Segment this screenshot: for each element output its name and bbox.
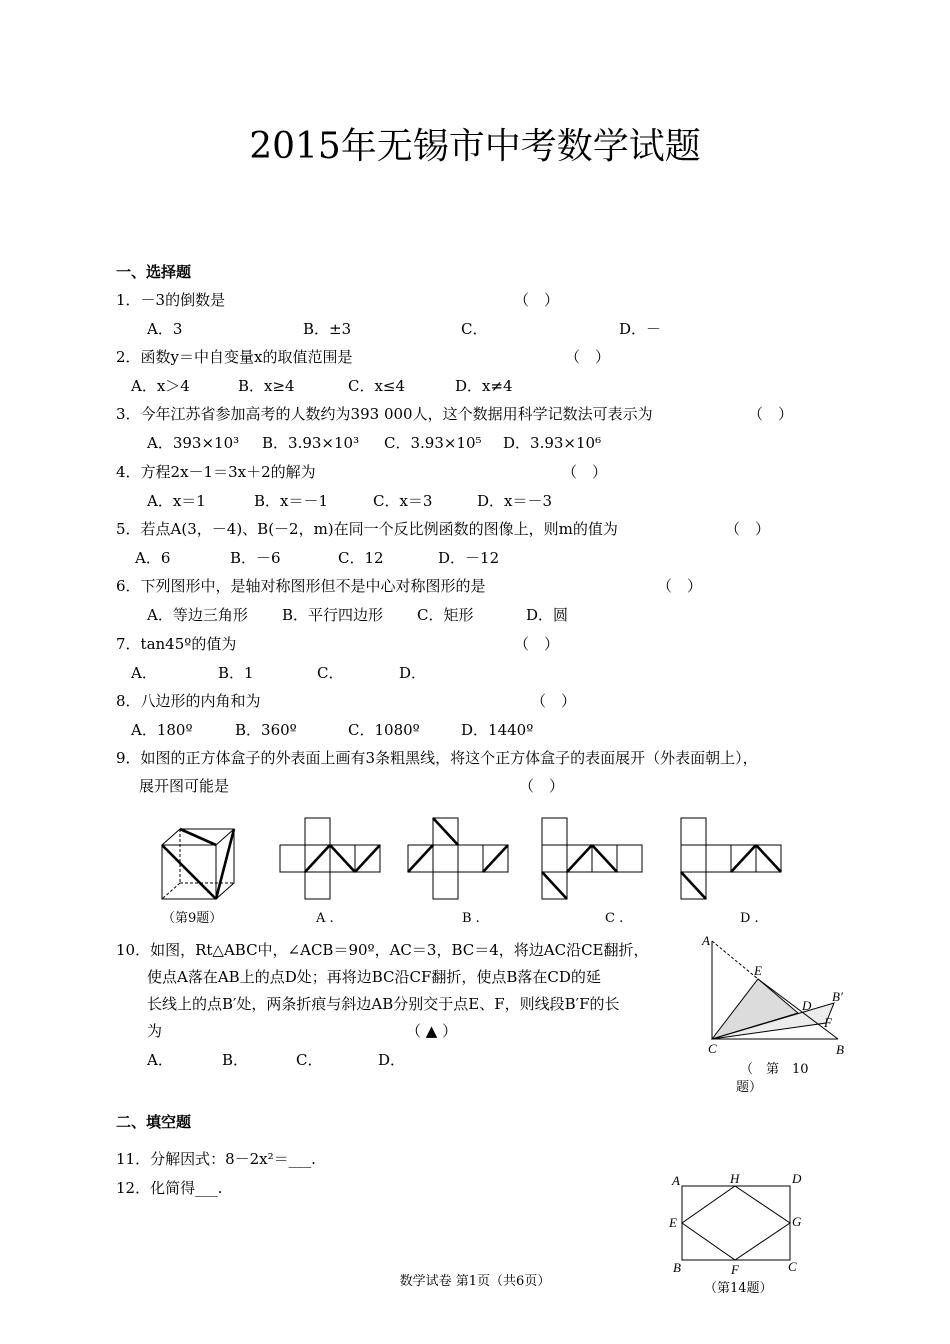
q8-option-a: A．180º bbox=[131, 721, 193, 739]
q9-paren: （ ） bbox=[519, 777, 565, 795]
q7-option-d: D． bbox=[399, 664, 427, 682]
q4-option-d: D．x＝－3 bbox=[477, 492, 553, 510]
q12-text: 12．化简得___. bbox=[116, 1179, 223, 1197]
q6-stem: 6．下列图形中，是轴对称图形但不是中心对称图形的是 bbox=[116, 577, 486, 595]
q3-option-a: A．393×10³ bbox=[147, 434, 240, 452]
page-footer: 数学试卷 第1页（共6页） bbox=[399, 1274, 551, 1289]
q6-option-d: D．圆 bbox=[526, 606, 569, 624]
q10-line2: 使点A落在AB上的点D处；再将边BC沿CF翻折，使点B落在CD的延 bbox=[147, 968, 601, 986]
q8-option-b: B．360º bbox=[235, 721, 297, 739]
q9-net-d bbox=[680, 817, 784, 901]
q9-net-b bbox=[407, 817, 511, 901]
q9-label-d: D . bbox=[740, 911, 759, 926]
q10-paren: （ ▲ ） bbox=[406, 1022, 458, 1040]
q2-option-c: C．x≤4 bbox=[348, 377, 406, 395]
q6-option-a: A．等边三角形 bbox=[147, 606, 248, 624]
q8-stem: 8．八边形的内角和为 bbox=[116, 692, 261, 710]
q7-option-a: A． bbox=[131, 664, 157, 682]
q10-point-a: A bbox=[702, 933, 710, 948]
q14-point-e: E bbox=[669, 1215, 677, 1230]
q6-option-b: B．平行四边形 bbox=[282, 606, 384, 624]
q4-option-c: C．x＝3 bbox=[373, 492, 433, 510]
q14-point-h: H bbox=[730, 1171, 740, 1186]
q10-point-bprime: B′ bbox=[832, 989, 843, 1004]
q3-option-c: C．3.93×10⁵ bbox=[384, 434, 482, 452]
q3-stem: 3．今年江苏省参加高考的人数约为393 000人，这个数据用科学记数法可表示为 bbox=[116, 405, 653, 423]
q14-point-d: D bbox=[792, 1171, 802, 1186]
q1-option-b: B．±3 bbox=[303, 320, 352, 338]
q11-text: 11．分解因式：8－2x²＝___. bbox=[116, 1150, 316, 1168]
q6-paren: （ ） bbox=[657, 577, 703, 595]
q10-figure bbox=[698, 933, 848, 1058]
q14-point-a: A bbox=[672, 1173, 680, 1188]
q2-option-a: A．x＞4 bbox=[131, 377, 190, 395]
q1-option-d: D．－ bbox=[619, 320, 662, 338]
q9-net-a bbox=[279, 817, 383, 901]
q10-option-b: B． bbox=[222, 1051, 249, 1069]
q10-point-f: F bbox=[824, 1015, 832, 1030]
q14-figure bbox=[668, 1170, 808, 1280]
q9-line2: 展开图可能是 bbox=[139, 777, 230, 795]
q14-point-c: C bbox=[788, 1259, 797, 1274]
q4-option-a: A．x＝1 bbox=[147, 492, 206, 510]
section-choice: 一、选择题 bbox=[116, 263, 192, 281]
q9-caption: （第9题） bbox=[162, 911, 223, 926]
q6-option-c: C．矩形 bbox=[417, 606, 474, 624]
q7-option-c: C． bbox=[317, 664, 344, 682]
q2-paren: （ ） bbox=[565, 348, 611, 366]
q10-point-c: C bbox=[708, 1041, 717, 1056]
q5-option-a: A．6 bbox=[135, 549, 171, 567]
q10-option-d: D． bbox=[378, 1051, 406, 1069]
q10-option-a: A． bbox=[147, 1051, 173, 1069]
q10-caption-2: 题） bbox=[736, 1080, 763, 1095]
q3-option-d: D．3.93×10⁶ bbox=[503, 434, 602, 452]
q10-caption-1: （ 第 10 bbox=[740, 1062, 809, 1077]
q2-option-d: D．x≠4 bbox=[455, 377, 513, 395]
q10-line4: 为 bbox=[147, 1022, 163, 1040]
q10-line3: 长线上的点B′处，两条折痕与斜边AB分别交于点E、F，则线段B′F的长 bbox=[147, 995, 620, 1013]
q9-cube-figure bbox=[160, 826, 240, 906]
q5-option-b: B．－6 bbox=[230, 549, 281, 567]
q5-option-d: D．－12 bbox=[438, 549, 500, 567]
q9-label-a: A . bbox=[316, 911, 334, 926]
q4-stem: 4．方程2x－1＝3x＋2的解为 bbox=[116, 463, 316, 481]
q2-option-b: B．x≥4 bbox=[238, 377, 295, 395]
q4-option-b: B．x＝－1 bbox=[254, 492, 329, 510]
q9-line1: 9．如图的正方体盒子的外表面上画有3条粗黑线，将这个正方体盒子的表面展开（外表面朝上）， bbox=[116, 749, 758, 767]
q14-point-b: B bbox=[673, 1260, 681, 1275]
q1-paren: （ ） bbox=[514, 291, 560, 309]
q1-option-a: A．3 bbox=[147, 320, 183, 338]
q5-stem: 5．若点A(3，－4)、B(－2，m)在同一个反比例函数的图像上，则m的值为 bbox=[116, 520, 618, 538]
page-title: 2015年无锡市中考数学试题 bbox=[249, 126, 701, 167]
q8-option-c: C．1080º bbox=[348, 721, 420, 739]
q14-point-f: F bbox=[731, 1262, 739, 1277]
q4-paren: （ ） bbox=[562, 463, 608, 481]
q9-net-c bbox=[541, 817, 645, 901]
q14-caption: （第14题） bbox=[704, 1281, 773, 1296]
q1-stem: 1．－3的倒数是 bbox=[116, 291, 226, 309]
q9-label-c: C . bbox=[605, 911, 624, 926]
q14-point-g: G bbox=[792, 1214, 802, 1229]
q10-point-d: D bbox=[802, 998, 812, 1013]
q3-option-b: B．3.93×10³ bbox=[262, 434, 360, 452]
q5-option-c: C．12 bbox=[338, 549, 384, 567]
q2-stem: 2．函数y＝中自变量x的取值范围是 bbox=[116, 348, 353, 366]
q10-point-b: B bbox=[836, 1042, 844, 1057]
section-fill: 二、填空题 bbox=[116, 1113, 192, 1131]
q8-option-d: D．1440º bbox=[461, 721, 534, 739]
q1-option-c: C． bbox=[461, 320, 488, 338]
q7-stem: 7．tan45º的值为 bbox=[116, 635, 237, 653]
q3-paren: （ ） bbox=[748, 405, 794, 423]
q10-option-c: C． bbox=[296, 1051, 323, 1069]
q5-paren: （ ） bbox=[725, 520, 771, 538]
q9-label-b: B . bbox=[462, 911, 480, 926]
q10-line1: 10．如图，Rt△ABC中，∠ACB＝90º，AC＝3，BC＝4，将边AC沿CE翻折， bbox=[116, 941, 649, 959]
q7-option-b: B．1 bbox=[218, 664, 254, 682]
q8-paren: （ ） bbox=[531, 692, 577, 710]
q10-point-e: E bbox=[754, 963, 762, 978]
q7-paren: （ ） bbox=[514, 635, 560, 653]
